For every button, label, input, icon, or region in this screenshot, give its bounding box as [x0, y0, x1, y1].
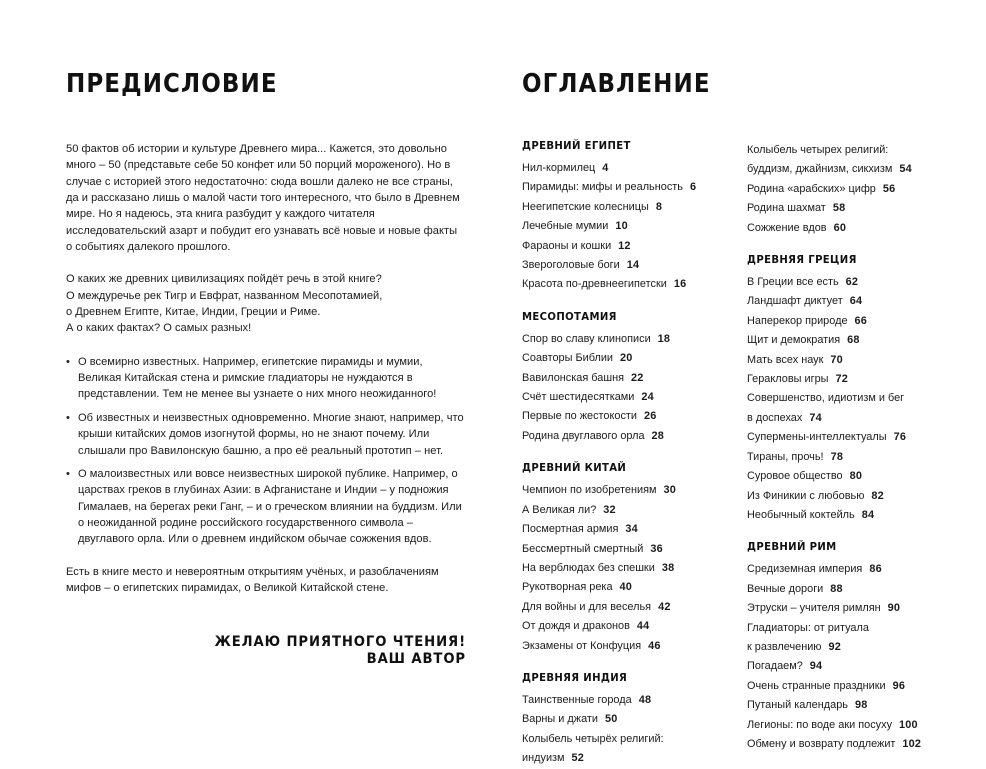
toc-entry-label: От дождя и драконов — [522, 620, 630, 633]
toc-entry[interactable] — [747, 735, 947, 754]
toc-entry-page-number: 54 — [899, 163, 912, 176]
toc-entry-page-number: 96 — [892, 679, 906, 692]
toc-entry-label: Вечные дороги — [747, 582, 824, 595]
toc-entry-label: А Великая ли? — [522, 503, 597, 516]
toc-entry[interactable] — [747, 506, 947, 525]
toc-entry-page-number: 30 — [663, 484, 677, 497]
toc-entry-label: Спор во славу клинописи — [522, 332, 651, 345]
toc-entry-page-number: 52 — [571, 752, 585, 765]
toc-entry[interactable] — [747, 292, 947, 311]
toc-entry-label: Соавторы Библии — [522, 352, 614, 365]
toc-entry-label: Средиземная империя — [747, 563, 863, 576]
toc-entry-page-number: 50 — [605, 713, 618, 726]
toc-entry-page-number: 18 — [657, 332, 671, 345]
toc-entry[interactable] — [747, 448, 947, 467]
toc-entry-label: Неегипетские колесницы — [522, 200, 649, 213]
toc-section-heading: МЕСОПОТАМИЯ — [522, 311, 617, 324]
toc-entry[interactable] — [747, 273, 947, 292]
preface-question-line: А о каких фактах? О самых разных! — [66, 322, 252, 335]
toc-entry-page-number: 40 — [619, 581, 633, 594]
toc-section — [747, 141, 947, 238]
toc-entry-page-number: 44 — [636, 620, 650, 633]
toc-section-heading: ДРЕВНИЙ ЕГИПЕТ — [522, 140, 631, 153]
preface-question-block — [66, 271, 466, 336]
toc-entry-page-number: 80 — [849, 470, 863, 483]
toc-entry-page-number: 34 — [625, 523, 638, 536]
toc-entry-page-number: 72 — [835, 373, 848, 386]
list-item — [66, 410, 466, 459]
toc-entry[interactable] — [522, 178, 747, 197]
toc-entry-page-number: 90 — [887, 602, 901, 615]
toc-entry-label: Вавилонская башня — [522, 371, 625, 384]
toc-entry-continuation[interactable] — [747, 638, 947, 657]
list-item — [66, 354, 466, 403]
toc-entry-page-number: 84 — [861, 508, 875, 521]
toc-entry[interactable] — [747, 351, 947, 370]
toc-section — [522, 141, 747, 295]
toc-entry-page-number: 38 — [661, 561, 675, 574]
toc-entry-page-number: 14 — [626, 259, 640, 272]
toc-entry-label: Пирамиды: мифы и реальность — [522, 181, 683, 194]
toc-entry[interactable] — [747, 219, 947, 238]
toc-entry[interactable] — [522, 330, 747, 349]
toc-entry-label: Геракловы игры — [747, 373, 829, 386]
toc-entry[interactable] — [522, 598, 747, 617]
toc-entry-label: Родина двуглавого орла — [522, 429, 645, 442]
toc-entry-label: Очень странные праздники — [747, 679, 886, 692]
toc-entry-label: Наперекор природе — [747, 314, 848, 327]
toc-entry-label: Мать всех наук — [747, 353, 824, 366]
toc-entry-page-number: 58 — [832, 202, 846, 215]
toc-entry[interactable] — [522, 637, 747, 656]
toc-entry[interactable] — [522, 256, 747, 275]
toc-entry-page-number: 76 — [893, 431, 907, 444]
toc-entry-label: к развлечению — [747, 640, 822, 653]
toc-entry-page-number: 60 — [833, 221, 847, 234]
toc-entry-label: индуизм — [522, 752, 565, 765]
toc-entry[interactable] — [522, 481, 747, 500]
preface-page — [66, 69, 466, 668]
toc-entry-label: Счёт шестидесятками — [522, 391, 635, 404]
toc-entry-page-number: 78 — [830, 450, 844, 463]
page-title-preface: ПРЕДИСЛОВИЕ — [66, 69, 278, 99]
toc-entry[interactable] — [747, 180, 947, 199]
toc-entry[interactable] — [747, 331, 947, 350]
toc-entry-label: Экзамены от Конфуция — [522, 639, 642, 652]
toc-entry-page-number: 98 — [854, 699, 868, 712]
toc-section — [747, 542, 947, 754]
toc-entry[interactable] — [747, 619, 947, 638]
toc-entry-continuation[interactable] — [747, 409, 947, 428]
toc-section-heading: ДРЕВНИЙ РИМ — [747, 542, 837, 554]
toc-entry-label: Колыбель четырёх религий: — [522, 732, 664, 745]
list-item-text: О малоизвестных или вовсе неизвестных широкой публике. Например, о царствах греков в глубинах Азии: в Афганистане и Индии – у подножия Гималаев, на берегах реки Ганг, – и о греческом влиянии на буддизм. Или о неожиданной родине российского государственного символа – двуглавого орла. Или о древнем индийском обычае сожжения вдов. — [78, 467, 462, 546]
toc-entry-label: Щит и демократия — [747, 334, 841, 347]
toc-entry-page-number: 62 — [845, 276, 859, 289]
toc-entry[interactable] — [747, 428, 947, 447]
toc-entry[interactable] — [747, 657, 947, 676]
toc-entry-page-number: 100 — [899, 718, 918, 731]
toc-entry-label: Лечебные мумии — [522, 220, 609, 233]
toc-entry[interactable] — [522, 520, 747, 539]
toc-entry[interactable] — [747, 141, 947, 160]
toc-entry[interactable] — [522, 369, 747, 388]
preface-paragraph-intro: 50 фактов об истории и культуре Древнего мира... Кажется, это довольно много – 50 (представьте себе 50 конфет или 50 порций мороженого). Но в случае с историей этого недостаточно: сюда вошли далеко не все страны, да и рассказано лишь о малой части того интересного, что было в Древнем мире. Но я надеюсь, эта книга разбудит у каждого читателя исследовательский азарт и побудит его узнавать всё новые и новые факты о событиях далекого прошлого. — [66, 143, 460, 254]
toc-entry-label: Варны и джати — [522, 713, 599, 726]
toc-entry-label: буддизм, джайнизм, сикхизм — [747, 163, 893, 176]
toc-entry-page-number: 86 — [869, 563, 882, 576]
page-title-contents: ОГЛАВЛЕНИЕ — [522, 69, 711, 99]
toc-column-right — [747, 141, 947, 769]
toc-entry-label: Путаный календарь — [747, 699, 848, 712]
toc-entry-label: Обмену и возврату подлежит — [747, 737, 896, 750]
toc-entry[interactable] — [747, 696, 947, 715]
toc-entry-label: Рукотворная река — [522, 581, 613, 594]
toc-entry-label: Этруски – учителя римлян — [747, 602, 881, 615]
toc-entry-page-number: 70 — [830, 353, 843, 366]
toc-entry[interactable] — [522, 427, 747, 446]
toc-entry-page-number: 36 — [650, 542, 663, 555]
toc-entry-label: На верблюдах без спешки — [522, 561, 655, 574]
bullet-dot-icon: • — [66, 355, 70, 368]
toc-entry[interactable] — [747, 199, 947, 218]
toc-entry-page-number: 12 — [618, 239, 631, 252]
toc-entry-page-number: 92 — [828, 640, 842, 653]
toc-entry-page-number: 22 — [631, 371, 644, 384]
toc-entry-label: Необычный коктейль — [747, 508, 855, 521]
toc-entry[interactable] — [522, 388, 747, 407]
toc-entry[interactable] — [522, 275, 747, 294]
toc-section-heading: ДРЕВНЯЯ ИНДИЯ — [522, 672, 628, 685]
toc-entry-label: Для войны и для веселья — [522, 600, 652, 613]
bullet-dot-icon: • — [66, 467, 70, 480]
toc-entry-label: Легионы: по воде аки посуху — [747, 718, 893, 731]
toc-entry-page-number: 94 — [809, 660, 823, 673]
toc-entry[interactable] — [522, 730, 747, 749]
toc-entry[interactable] — [747, 716, 947, 735]
toc-section — [747, 255, 947, 525]
preface-body — [66, 141, 466, 596]
toc-entry[interactable] — [522, 578, 747, 597]
toc-section-heading: ДРЕВНИЙ КИТАЙ — [522, 463, 627, 475]
toc-entry-label: Суровое общество — [747, 470, 843, 483]
toc-entry-page-number: 32 — [603, 503, 616, 516]
toc-entry[interactable] — [747, 312, 947, 331]
list-item-text: Об известных и неизвестных одновременно. Многие знают, например, что крыши китайских домов изогнутой формы, но не знают почему. Или слышали про Вавилонскую башню, а про её реальный прототип – нет. — [78, 411, 464, 457]
toc-entry[interactable] — [522, 710, 747, 729]
toc-entry-page-number: 66 — [854, 314, 868, 327]
toc-section — [522, 463, 747, 656]
toc-entry-label: Погадаем? — [747, 660, 803, 673]
toc-entry-label: Супермены-интеллектуалы — [747, 431, 887, 444]
toc-entry-page-number: 64 — [849, 295, 863, 308]
list-item-text: О всемирно известных. Например, египетские пирамиды и мумии, Великая Китайская стена и римские гладиаторы не нуждаются в представлении. Тем не менее вы узнаете о них много неожиданного! — [78, 355, 437, 401]
toc-entry[interactable] — [522, 559, 747, 578]
toc-entry-label: Таинственные города — [522, 693, 632, 706]
toc-columns — [522, 141, 942, 769]
toc-entry-page-number: 24 — [641, 391, 654, 404]
toc-entry-page-number: 16 — [673, 278, 687, 291]
toc-entry-page-number: 26 — [644, 410, 657, 423]
toc-entry-label: Родина шахмат — [747, 202, 826, 215]
toc-column-left — [522, 141, 747, 769]
toc-entry-label: в доспехах — [747, 411, 803, 424]
preface-bullet-list — [66, 354, 466, 548]
toc-entry-continuation[interactable] — [522, 749, 747, 768]
toc-entry[interactable] — [747, 467, 947, 486]
toc-entry-page-number: 4 — [602, 162, 609, 174]
toc-entry-label: Фараоны и кошки — [522, 239, 612, 252]
toc-entry-page-number: 20 — [620, 352, 633, 365]
toc-entry[interactable] — [522, 501, 747, 520]
toc-entry-page-number: 48 — [638, 693, 652, 706]
toc-entry[interactable] — [522, 217, 747, 236]
contents-page — [522, 69, 942, 769]
signature-line-author: ВАШ АВТОР — [366, 651, 466, 668]
toc-entry[interactable] — [522, 237, 747, 256]
toc-entry-page-number: 56 — [882, 182, 896, 195]
toc-entry[interactable] — [522, 198, 747, 217]
toc-entry[interactable] — [522, 407, 747, 426]
toc-entry[interactable] — [747, 599, 947, 618]
toc-entry-page-number: 102 — [902, 737, 922, 750]
toc-entry-label: Колыбель четырех религий: — [747, 144, 889, 156]
toc-entry-page-number: 68 — [847, 334, 860, 347]
toc-entry-label: Чемпион по изобретениям — [522, 484, 657, 497]
preface-question-line: О междуречье рек Тигр и Евфрат, названном Месопотамией, — [66, 289, 383, 302]
toc-entry-label: Посмертная армия — [522, 523, 619, 536]
toc-entry-page-number: 46 — [648, 639, 661, 652]
toc-entry-label: Звероголовые боги — [522, 259, 620, 272]
toc-entry-label: Родина «арабских» цифр — [747, 182, 876, 195]
toc-section-heading: ДРЕВНЯЯ ГРЕЦИЯ — [747, 254, 857, 267]
toc-entry-label: Ландшафт диктует — [747, 295, 843, 308]
toc-entry-page-number: 6 — [689, 181, 697, 194]
toc-entry-label: Тираны, прочь! — [747, 450, 824, 463]
toc-entry-label: Гладиаторы: от ритуала — [747, 621, 869, 634]
toc-entry-page-number: 42 — [658, 600, 671, 613]
preface-paragraph-closing: Есть в книге место и невероятным открытиям учёных, и разоблачениям мифов – о египетских пирамидах, о Великой Китайской стене. — [66, 565, 439, 594]
toc-entry-label: Совершенство, идиотизм и бег — [747, 392, 905, 405]
toc-entry[interactable] — [747, 677, 947, 696]
toc-entry-page-number: 8 — [655, 200, 663, 213]
author-signature — [66, 634, 466, 668]
toc-entry-label: Красота по-древнеегипетски — [522, 278, 667, 291]
toc-entry-label: Первые по жестокости — [522, 410, 637, 423]
toc-entry[interactable] — [522, 540, 747, 559]
preface-question-line: О каких же древних цивилизациях пойдёт речь в этой книге? — [66, 273, 382, 286]
toc-entry-label: Из Финикии с любовью — [747, 489, 865, 502]
toc-entry[interactable] — [522, 691, 747, 710]
toc-entry[interactable] — [747, 580, 947, 599]
signature-line-greeting: ЖЕЛАЮ ПРИЯТНОГО ЧТЕНИЯ! — [214, 634, 466, 651]
toc-entry-page-number: 28 — [651, 429, 665, 442]
toc-entry-label: Сожжение вдов — [747, 221, 827, 234]
toc-section — [522, 312, 747, 446]
toc-entry-page-number: 10 — [615, 220, 628, 233]
toc-entry[interactable] — [747, 389, 947, 408]
toc-entry-continuation[interactable] — [747, 160, 947, 179]
toc-entry-label: Бессмертный смертный — [522, 542, 644, 555]
toc-entry-page-number: 74 — [809, 411, 822, 424]
toc-entry[interactable] — [522, 617, 747, 636]
toc-entry-page-number: 82 — [871, 489, 884, 502]
toc-entry[interactable] — [522, 159, 747, 178]
toc-section — [522, 673, 747, 769]
toc-entry-label: В Греции все есть — [747, 276, 839, 289]
toc-entry-page-number: 88 — [830, 582, 843, 595]
bullet-dot-icon: • — [66, 411, 70, 424]
toc-entry[interactable] — [747, 487, 947, 506]
toc-entry[interactable] — [747, 560, 947, 579]
preface-question-line: о Древнем Египте, Китае, Индии, Греции и Риме. — [66, 306, 321, 319]
toc-entry[interactable] — [747, 370, 947, 389]
toc-entry[interactable] — [522, 349, 747, 368]
list-item — [66, 466, 466, 548]
toc-entry-label: Нил-кормилец — [522, 162, 596, 174]
